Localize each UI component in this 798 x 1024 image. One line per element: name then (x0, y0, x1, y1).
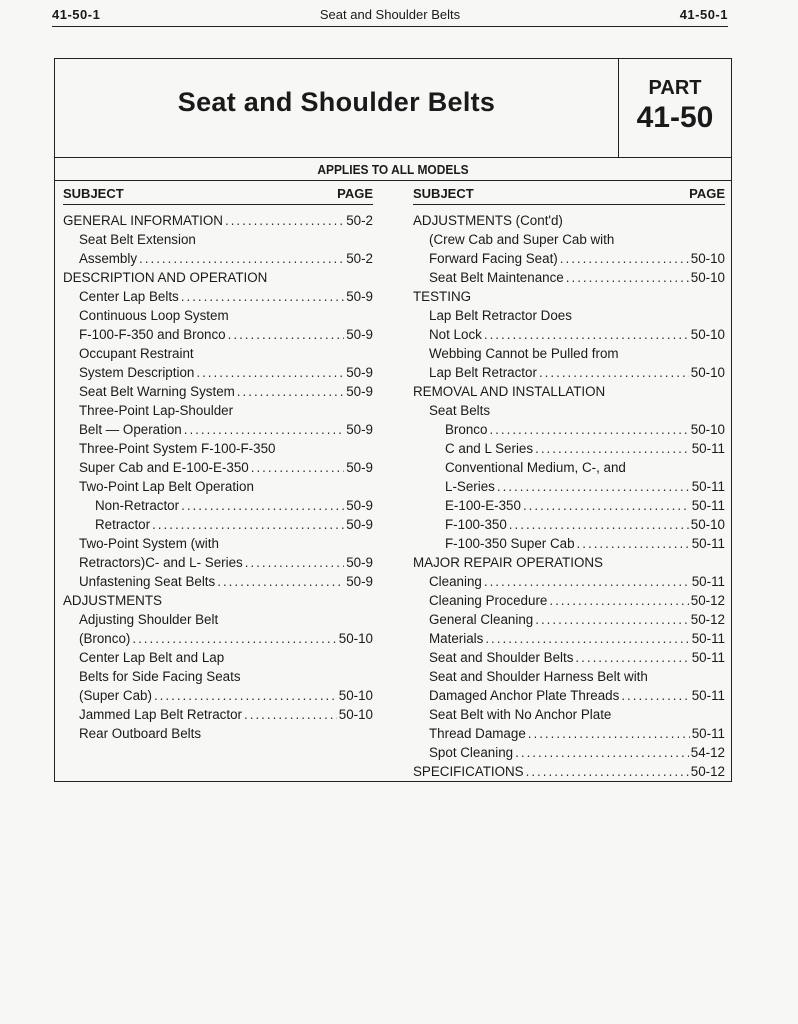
toc-entry-subject: Cleaning Procedure (429, 593, 548, 608)
toc-entry (413, 211, 725, 230)
toc-entry-subject: Occupant Restraint (79, 346, 194, 361)
toc-entry-subject: Center Lap Belts (79, 289, 179, 304)
toc-entry-page: 54-12 (690, 745, 725, 760)
toc-entry-subject: Seat Belt Maintenance (429, 270, 564, 285)
toc-entry-subject: GENERAL INFORMATION (63, 213, 223, 228)
dot-leader (509, 515, 689, 534)
dot-leader (196, 363, 344, 382)
dot-leader (539, 363, 689, 382)
toc-entry (63, 629, 373, 648)
header-section-title: Seat and Shoulder Belts (319, 7, 461, 22)
toc-entry (413, 648, 725, 667)
header-page-number-left: 41-50-1 (52, 7, 101, 22)
toc-entry-page: 50-11 (691, 726, 725, 741)
toc-entry-page: 50-10 (338, 707, 373, 722)
dot-leader (535, 610, 689, 629)
toc-entry (413, 629, 725, 648)
toc-entry (413, 743, 725, 762)
dot-leader (549, 591, 688, 610)
dot-leader (535, 439, 690, 458)
toc-entry-subject: Three-Point Lap-Shoulder (79, 403, 234, 418)
toc-entry (63, 306, 373, 325)
toc-entry-subject: MAJOR REPAIR OPERATIONS (413, 555, 603, 570)
toc-entry-subject: L-Series (445, 479, 495, 494)
toc-entry-page: 50-10 (690, 251, 725, 266)
toc-entry (63, 230, 373, 249)
right-entry-list (413, 211, 725, 781)
toc-entry (63, 420, 373, 439)
right-column-header (413, 184, 725, 205)
toc-entry-subject: Damaged Anchor Plate Threads (429, 688, 620, 703)
toc-entry-subject: Lap Belt Retractor Does (429, 308, 572, 323)
toc-entry-page: 50-9 (346, 422, 373, 437)
dot-leader (515, 743, 689, 762)
page-title: Seat and Shoulder Belts (177, 87, 496, 117)
dot-leader (523, 496, 690, 515)
dot-leader (225, 211, 344, 230)
dot-leader (489, 420, 688, 439)
contents-frame (54, 58, 732, 782)
toc-entry-page: 50-12 (690, 764, 725, 779)
dot-leader (560, 249, 689, 268)
toc-entry-subject: Forward Facing Seat) (429, 251, 558, 266)
toc-entry (413, 287, 725, 306)
left-entry-list (63, 211, 373, 743)
toc-entry-page: 50-11 (691, 650, 725, 665)
toc-entry-page: 50-9 (346, 574, 373, 589)
toc-entry (63, 382, 373, 401)
toc-entry-subject: Conventional Medium, C-, and (445, 460, 626, 475)
toc-entry (63, 553, 373, 572)
toc-entry (63, 648, 373, 667)
toc-entry-page: 50-9 (346, 517, 373, 532)
dot-leader (152, 515, 344, 534)
toc-entry-page: 50-9 (346, 384, 373, 399)
part-label: PART (648, 77, 702, 99)
toc-entry-page: 50-10 (690, 327, 725, 342)
toc-entry (63, 401, 373, 420)
toc-entry-subject: Rear Outboard Belts (79, 726, 202, 741)
toc-entry (413, 686, 725, 705)
toc-entry (413, 268, 725, 287)
toc-entry-page: 50-9 (346, 460, 373, 475)
dot-leader (184, 420, 344, 439)
toc-entry-subject: Thread Damage (429, 726, 526, 741)
toc-entry-subject: E-100-E-350 (445, 498, 521, 513)
toc-entry (413, 458, 725, 477)
toc-entry-subject: Webbing Cannot be Pulled from (429, 346, 619, 361)
toc-entry (63, 667, 373, 686)
toc-entry (413, 439, 725, 458)
dot-leader (132, 629, 336, 648)
toc-entry (63, 705, 373, 724)
title-box (55, 59, 619, 158)
toc-entry-subject: Bronco (445, 422, 488, 437)
header-page-number-right: 41-50-1 (679, 7, 728, 22)
toc-entry (63, 325, 373, 344)
dot-leader (621, 686, 689, 705)
part-box (619, 59, 731, 158)
toc-entry (63, 724, 373, 743)
toc-entry (413, 249, 725, 268)
toc-entry (413, 705, 725, 724)
toc-entry-subject: TESTING (413, 289, 472, 304)
toc-entry-page: 50-9 (346, 555, 373, 570)
toc-entry-page: 50-11 (691, 441, 725, 456)
toc-entry-subject: Spot Cleaning (429, 745, 514, 760)
toc-entry (63, 515, 373, 534)
toc-entry (63, 344, 373, 363)
left-column-header (63, 184, 373, 205)
toc-entry-page: 50-11 (691, 574, 725, 589)
toc-entry-subject: F-100-350 Super Cab (445, 536, 575, 551)
toc-entry (63, 686, 373, 705)
toc-entry-subject: Belts for Side Facing Seats (79, 669, 241, 684)
applies-to-label: APPLIES TO ALL MODELS (317, 162, 469, 177)
toc-entry-subject: Lap Belt Retractor (429, 365, 537, 380)
toc-entry-page: 50-10 (338, 688, 373, 703)
toc-entry (413, 496, 725, 515)
toc-entry (63, 534, 373, 553)
toc-entry (413, 420, 725, 439)
toc-entry (413, 325, 725, 344)
toc-entry (63, 363, 373, 382)
toc-entry (413, 401, 725, 420)
toc-entry-page: 50-10 (338, 631, 373, 646)
toc-entry-subject: ADJUSTMENTS (Cont'd) (413, 213, 563, 228)
toc-entry (63, 477, 373, 496)
dot-leader (228, 325, 345, 344)
toc-entry-subject: Non-Retractor (95, 498, 180, 513)
toc-entry-page: 50-9 (346, 365, 373, 380)
dot-leader (139, 249, 344, 268)
part-number: 41-50 (636, 101, 714, 134)
dot-leader (497, 477, 690, 496)
dot-leader (154, 686, 337, 705)
toc-entry-subject: Seat Belt Extension (79, 232, 196, 247)
toc-entry (413, 306, 725, 325)
dot-leader (484, 572, 690, 591)
toc-entry-subject: Seat and Shoulder Harness Belt with (429, 669, 648, 684)
toc-entry-page: 50-10 (690, 422, 725, 437)
toc-entry-page: 50-11 (691, 536, 725, 551)
dot-leader (528, 724, 690, 743)
toc-entry-subject: Belt — Operation (79, 422, 182, 437)
toc-entry (413, 724, 725, 743)
toc-entry (413, 553, 725, 572)
toc-entry-page: 50-12 (690, 612, 725, 627)
dot-leader (484, 325, 689, 344)
dot-leader (244, 705, 337, 724)
toc-entry (413, 762, 725, 781)
toc-entry (63, 211, 373, 230)
toc-entry (63, 572, 373, 591)
toc-entry (413, 477, 725, 496)
toc-entry-subject: Center Lap Belt and Lap (79, 650, 225, 665)
toc-entry-subject: Assembly (79, 251, 138, 266)
toc-entry (63, 496, 373, 515)
toc-entry (413, 591, 725, 610)
toc-entry-page: 50-9 (346, 289, 373, 304)
toc-entry-subject: (Super Cab) (79, 688, 152, 703)
toc-entry-subject: Two-Point Lap Belt Operation (79, 479, 254, 494)
toc-entry-page: 50-11 (691, 688, 725, 703)
toc-entry-page: 50-9 (346, 498, 373, 513)
toc-entry-subject: Seat Belt with No Anchor Plate (429, 707, 612, 722)
toc-entry (413, 515, 725, 534)
toc-entry-page: 50-2 (346, 251, 373, 266)
toc-entry-page: 50-9 (346, 327, 373, 342)
toc-entry-subject: Not Lock (429, 327, 482, 342)
toc-entry-subject: Three-Point System F-100-F-350 (79, 441, 276, 456)
toc-entry (63, 610, 373, 629)
toc-entry-subject: Continuous Loop System (79, 308, 229, 323)
toc-entry-page: 50-10 (690, 365, 725, 380)
toc-entry (63, 268, 373, 287)
toc-entry-subject: Cleaning (429, 574, 482, 589)
toc-entry (63, 591, 373, 610)
toc-entry-subject: Materials (429, 631, 484, 646)
toc-entry-subject: Seat Belt Warning System (79, 384, 235, 399)
dot-leader (485, 629, 689, 648)
toc-entry (413, 363, 725, 382)
toc-entry (63, 287, 373, 306)
toc-entry-subject: (Bronco) (79, 631, 131, 646)
toc-entry-subject: DESCRIPTION AND OPERATION (63, 270, 268, 285)
toc-entry-subject: F-100-F-350 and Bronco (79, 327, 226, 342)
toc-entry-subject: SPECIFICATIONS (413, 764, 524, 779)
toc-entry-page: 50-10 (690, 517, 725, 532)
toc-entry-subject: (Crew Cab and Super Cab with (429, 232, 615, 247)
dot-leader (217, 572, 344, 591)
toc-entry-subject: Super Cab and E-100-E-350 (79, 460, 249, 475)
toc-entry-subject: Seat Belts (429, 403, 491, 418)
dot-leader (526, 762, 689, 781)
toc-entry-subject: Retractor (95, 517, 151, 532)
toc-entry (63, 249, 373, 268)
toc-entry-page: 50-11 (691, 479, 725, 494)
subject-header: SUBJECT (413, 186, 474, 201)
dot-leader (575, 648, 689, 667)
toc-entry-subject: Retractors)C- and L- Series (79, 555, 243, 570)
dot-leader (245, 553, 344, 572)
page-header: PAGE (689, 186, 725, 201)
toc-entry (413, 344, 725, 363)
running-header (52, 4, 728, 27)
toc-entry (413, 572, 725, 591)
toc-entry-subject: General Cleaning (429, 612, 534, 627)
toc-entry (413, 382, 725, 401)
subject-header: SUBJECT (63, 186, 124, 201)
page-header: PAGE (337, 186, 373, 201)
dot-leader (181, 287, 344, 306)
toc-entry-page: 50-11 (691, 631, 725, 646)
toc-entry-subject: REMOVAL AND INSTALLATION (413, 384, 606, 399)
divider (55, 180, 731, 181)
toc-entry-subject: ADJUSTMENTS (63, 593, 162, 608)
dot-leader (566, 268, 689, 287)
toc-entry (63, 439, 373, 458)
toc-entry-subject: Jammed Lap Belt Retractor (79, 707, 242, 722)
toc-entry (63, 458, 373, 477)
toc-entry-subject: F-100-350 (445, 517, 507, 532)
toc-entry-subject: Adjusting Shoulder Belt (79, 612, 219, 627)
dot-leader (181, 496, 344, 515)
toc-entry (413, 230, 725, 249)
left-column (63, 184, 373, 743)
toc-entry-page: 50-11 (691, 498, 725, 513)
right-column (413, 184, 725, 781)
toc-entry (413, 667, 725, 686)
dot-leader (251, 458, 344, 477)
toc-entry-subject: C and L Series (445, 441, 534, 456)
dot-leader (577, 534, 690, 553)
toc-entry-subject: Two-Point System (with (79, 536, 219, 551)
toc-entry-page: 50-2 (346, 213, 373, 228)
toc-entry-subject: Unfastening Seat Belts (79, 574, 216, 589)
toc-entry-page: 50-12 (690, 593, 725, 608)
toc-entry (413, 534, 725, 553)
toc-entry-subject: Seat and Shoulder Belts (429, 650, 574, 665)
toc-entry-page: 50-10 (690, 270, 725, 285)
toc-entry (413, 610, 725, 629)
dot-leader (237, 382, 344, 401)
toc-entry-subject: System Description (79, 365, 195, 380)
